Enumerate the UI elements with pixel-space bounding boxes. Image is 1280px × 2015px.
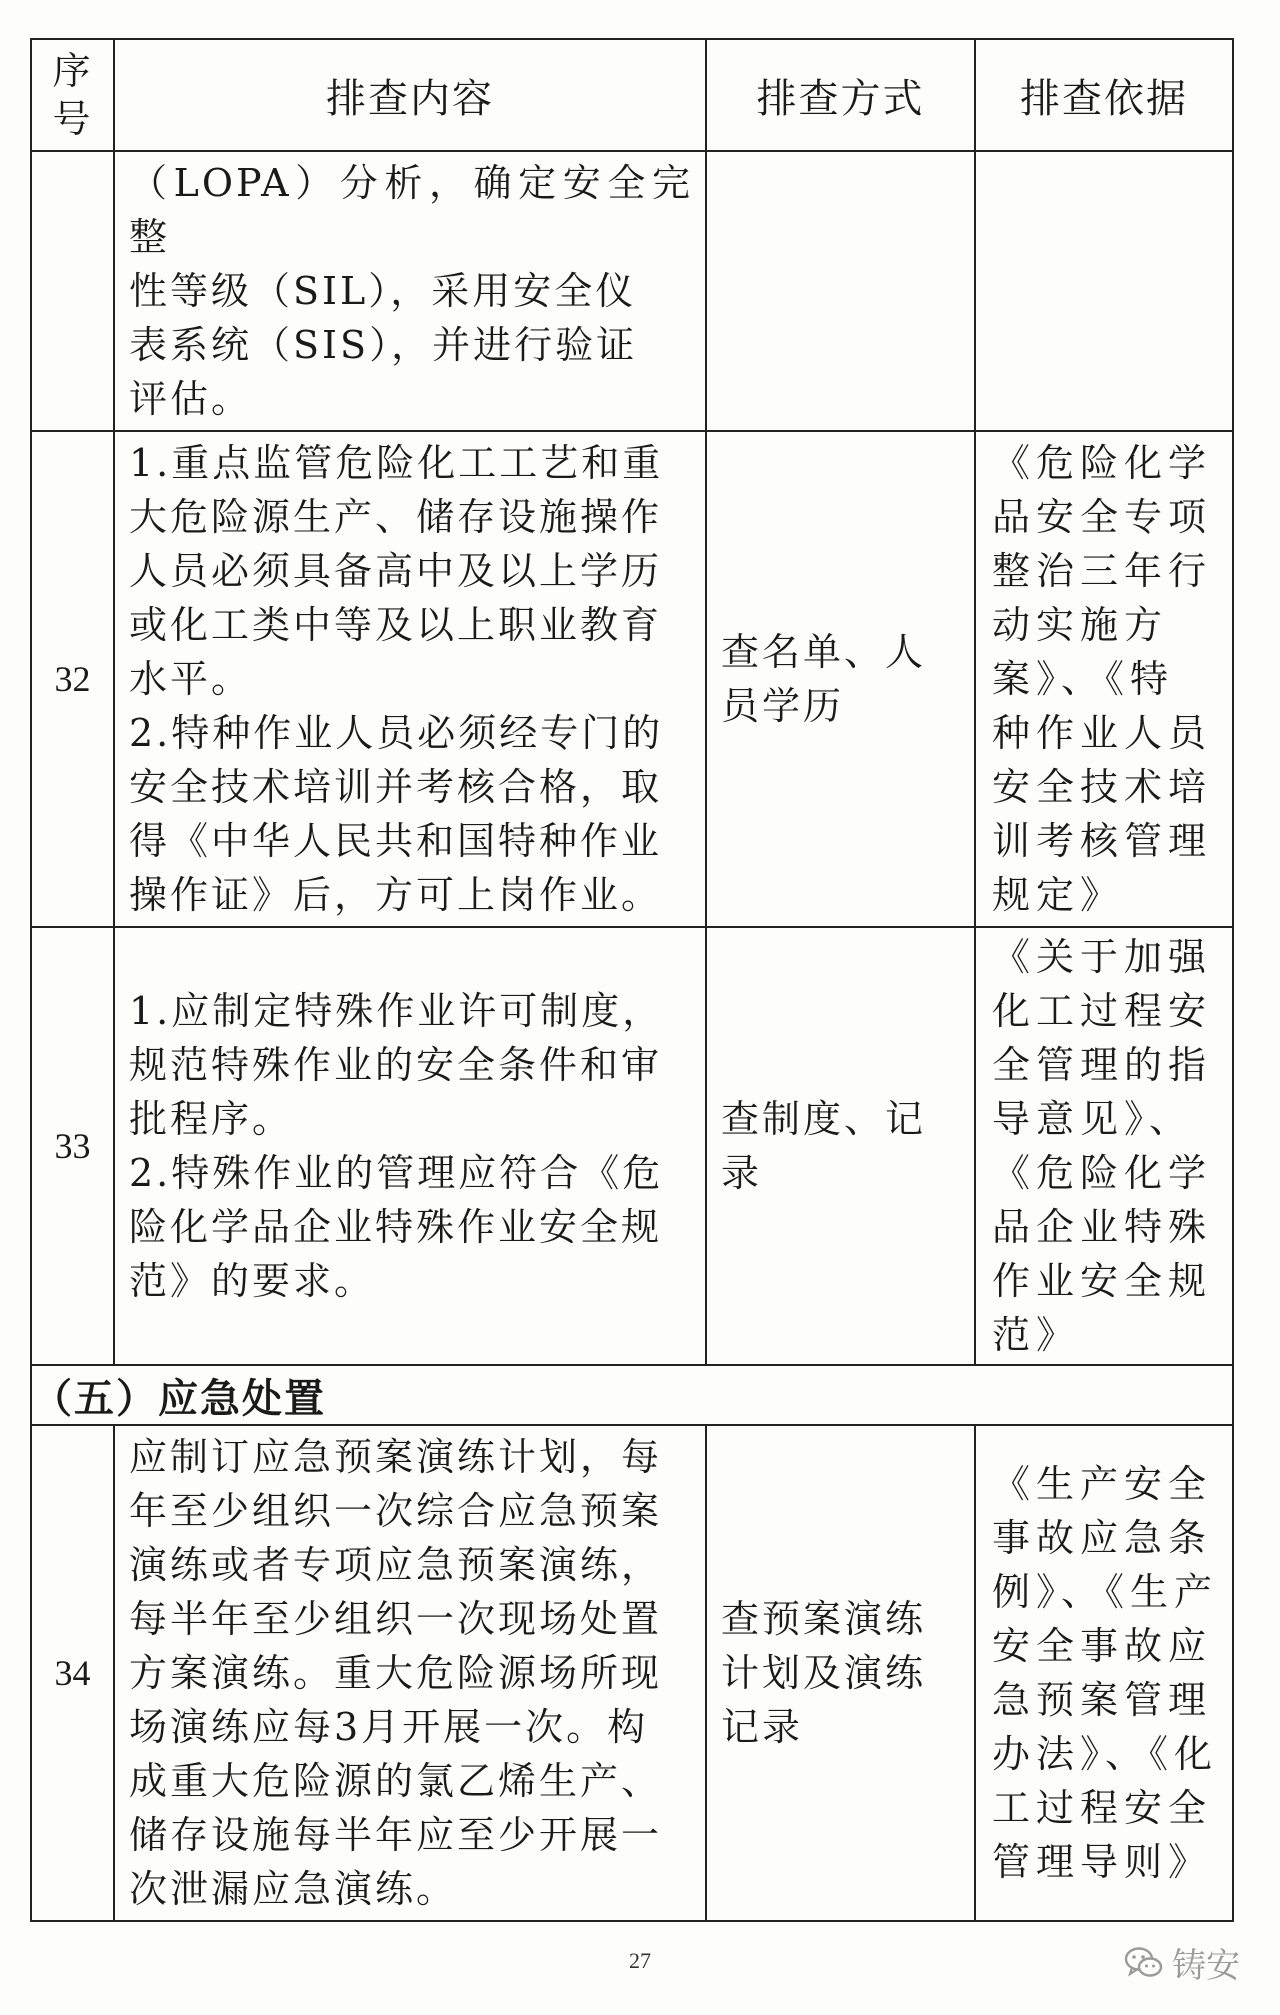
content-line: 评估。: [129, 377, 253, 421]
basis-line: 品安全专项: [992, 495, 1213, 539]
basis-line: 《生产安全: [992, 1462, 1213, 1506]
header-no: 序号: [31, 39, 114, 151]
inspection-table: [30, 38, 1234, 1922]
basis-cell: [975, 1425, 1233, 1921]
content-text: [115, 432, 705, 926]
page-number: 27: [629, 1948, 651, 1973]
content-line: 方案演练。重大危险源场所现: [129, 1651, 663, 1695]
method-line: 员学历: [721, 684, 845, 728]
method-text: [707, 1588, 974, 1758]
header-method: 排查方式: [706, 39, 975, 151]
method-line: 录: [721, 1151, 763, 1195]
method-cell: [706, 431, 975, 927]
method-text: [707, 621, 974, 737]
content-line: 水平。: [129, 657, 253, 701]
content-line: 安全技术培训并考核合格，取: [129, 765, 663, 809]
basis-line: 管理导则》: [992, 1840, 1213, 1884]
basis-line: 急预案管理: [992, 1678, 1213, 1722]
basis-line: 案》、《特: [992, 657, 1175, 701]
content-line: 应制订应急预案演练计划，每: [129, 1435, 663, 1479]
basis-line: 品企业特殊: [992, 1205, 1213, 1249]
basis-line: 动实施方: [992, 603, 1169, 647]
content-line: 年至少组织一次综合应急预案: [129, 1489, 663, 1533]
content-line: 2.特殊作业的管理应符合《危: [129, 1151, 664, 1195]
watermark: [1124, 1938, 1240, 1987]
basis-line: 安全事故应: [992, 1624, 1213, 1668]
content-line: （LOPA）分析，确定安全完整: [129, 161, 693, 259]
basis-cell: [975, 151, 1233, 431]
content-line: 表系统（SIS），并进行验证: [129, 323, 638, 367]
table-header-row: [31, 39, 1233, 151]
content-line: 成重大危险源的氯乙烯生产、: [129, 1759, 663, 1803]
content-line: 2.特种作业人员必须经专门的: [129, 711, 664, 755]
basis-line: 《关于加强: [992, 935, 1213, 979]
table-row: [31, 1425, 1233, 1921]
content-line: 1.重点监管危险化工工艺和重: [129, 441, 664, 485]
basis-line: 事故应急条: [992, 1516, 1213, 1560]
basis-line: 种作业人员: [992, 711, 1213, 755]
basis-line: 训考核管理: [992, 819, 1213, 863]
basis-cell: [975, 927, 1233, 1365]
method-line: 查名单、人: [721, 630, 927, 674]
basis-line: 工过程安全: [992, 1786, 1213, 1830]
table-row: [31, 151, 1233, 431]
content-line: 操作证》后，方可上岗作业。: [129, 873, 663, 917]
content-text: [115, 980, 705, 1312]
content-line: 批程序。: [129, 1097, 294, 1141]
content-text: [115, 1426, 705, 1920]
row-number: 32: [31, 431, 114, 927]
wechat-icon: [1124, 1946, 1164, 1980]
row-number: [31, 151, 114, 431]
basis-text: [976, 434, 1232, 924]
basis-line: 安全技术培: [992, 765, 1213, 809]
header-basis: 排查依据: [975, 39, 1233, 151]
basis-line: 整治三年行: [992, 549, 1213, 593]
basis-line: 化工过程安: [992, 989, 1213, 1033]
content-cell: [114, 1425, 706, 1921]
basis-text: [976, 289, 1232, 293]
table-row: [31, 431, 1233, 927]
method-text: [707, 287, 974, 295]
content-line: 险化学品企业特殊作业安全规: [129, 1205, 663, 1249]
basis-line: 作业安全规: [992, 1259, 1213, 1303]
method-text: [707, 1088, 974, 1204]
method-line: 计划及演练: [721, 1651, 927, 1695]
content-line: 或化工类中等及以上职业教育: [129, 603, 663, 647]
content-line: 次泄漏应急演练。: [129, 1867, 458, 1911]
basis-line: 导意见》、: [992, 1097, 1194, 1141]
content-line: 得《中华人民共和国特种作业: [129, 819, 663, 863]
content-line: 1.应制定特殊作业许可制度，: [129, 989, 664, 1033]
content-line: 储存设施每半年应至少开展一: [129, 1813, 663, 1857]
basis-cell: [975, 431, 1233, 927]
basis-line: 《危险化学: [992, 441, 1213, 485]
basis-line: 《危险化学: [992, 1151, 1213, 1195]
basis-line: 例》、《生产: [992, 1570, 1219, 1614]
content-line: 范》的要求。: [129, 1259, 376, 1303]
method-line: 记录: [721, 1705, 804, 1749]
watermark-text: 铸安: [1172, 1946, 1240, 1986]
method-cell: [706, 1425, 975, 1921]
table-row: [31, 927, 1233, 1365]
table-body: [31, 151, 1233, 1921]
content-cell: [114, 431, 706, 927]
content-line: 场演练应每3月开展一次。构: [129, 1705, 649, 1749]
content-line: 人员必须具备高中及以上学历: [129, 549, 663, 593]
row-number: 34: [31, 1425, 114, 1921]
content-line: 规范特殊作业的安全条件和审: [129, 1043, 663, 1087]
method-line: 查制度、记: [721, 1097, 927, 1141]
basis-line: 全管理的指: [992, 1043, 1213, 1087]
header-content: 排查内容: [114, 39, 706, 151]
section-title: （五）应急处置: [31, 1365, 1233, 1425]
content-line: 每半年至少组织一次现场处置: [129, 1597, 663, 1641]
basis-text: [976, 1455, 1232, 1891]
content-cell: [114, 927, 706, 1365]
basis-line: 范》: [992, 1313, 1081, 1357]
content-line: 演练或者专项应急预案演练，: [129, 1543, 663, 1587]
content-cell: [114, 151, 706, 431]
basis-text: [976, 928, 1232, 1364]
section-row: [31, 1365, 1233, 1425]
method-cell: [706, 151, 975, 431]
content-line: 性等级（SIL），采用安全仪: [129, 269, 637, 313]
method-line: 查预案演练: [721, 1597, 927, 1641]
method-cell: [706, 927, 975, 1365]
basis-line: 规定》: [992, 873, 1125, 917]
row-number: 33: [31, 927, 114, 1365]
content-line: 大危险源生产、储存设施操作: [129, 495, 663, 539]
content-text: [115, 152, 705, 430]
basis-line: 办法》、《化: [992, 1732, 1219, 1776]
